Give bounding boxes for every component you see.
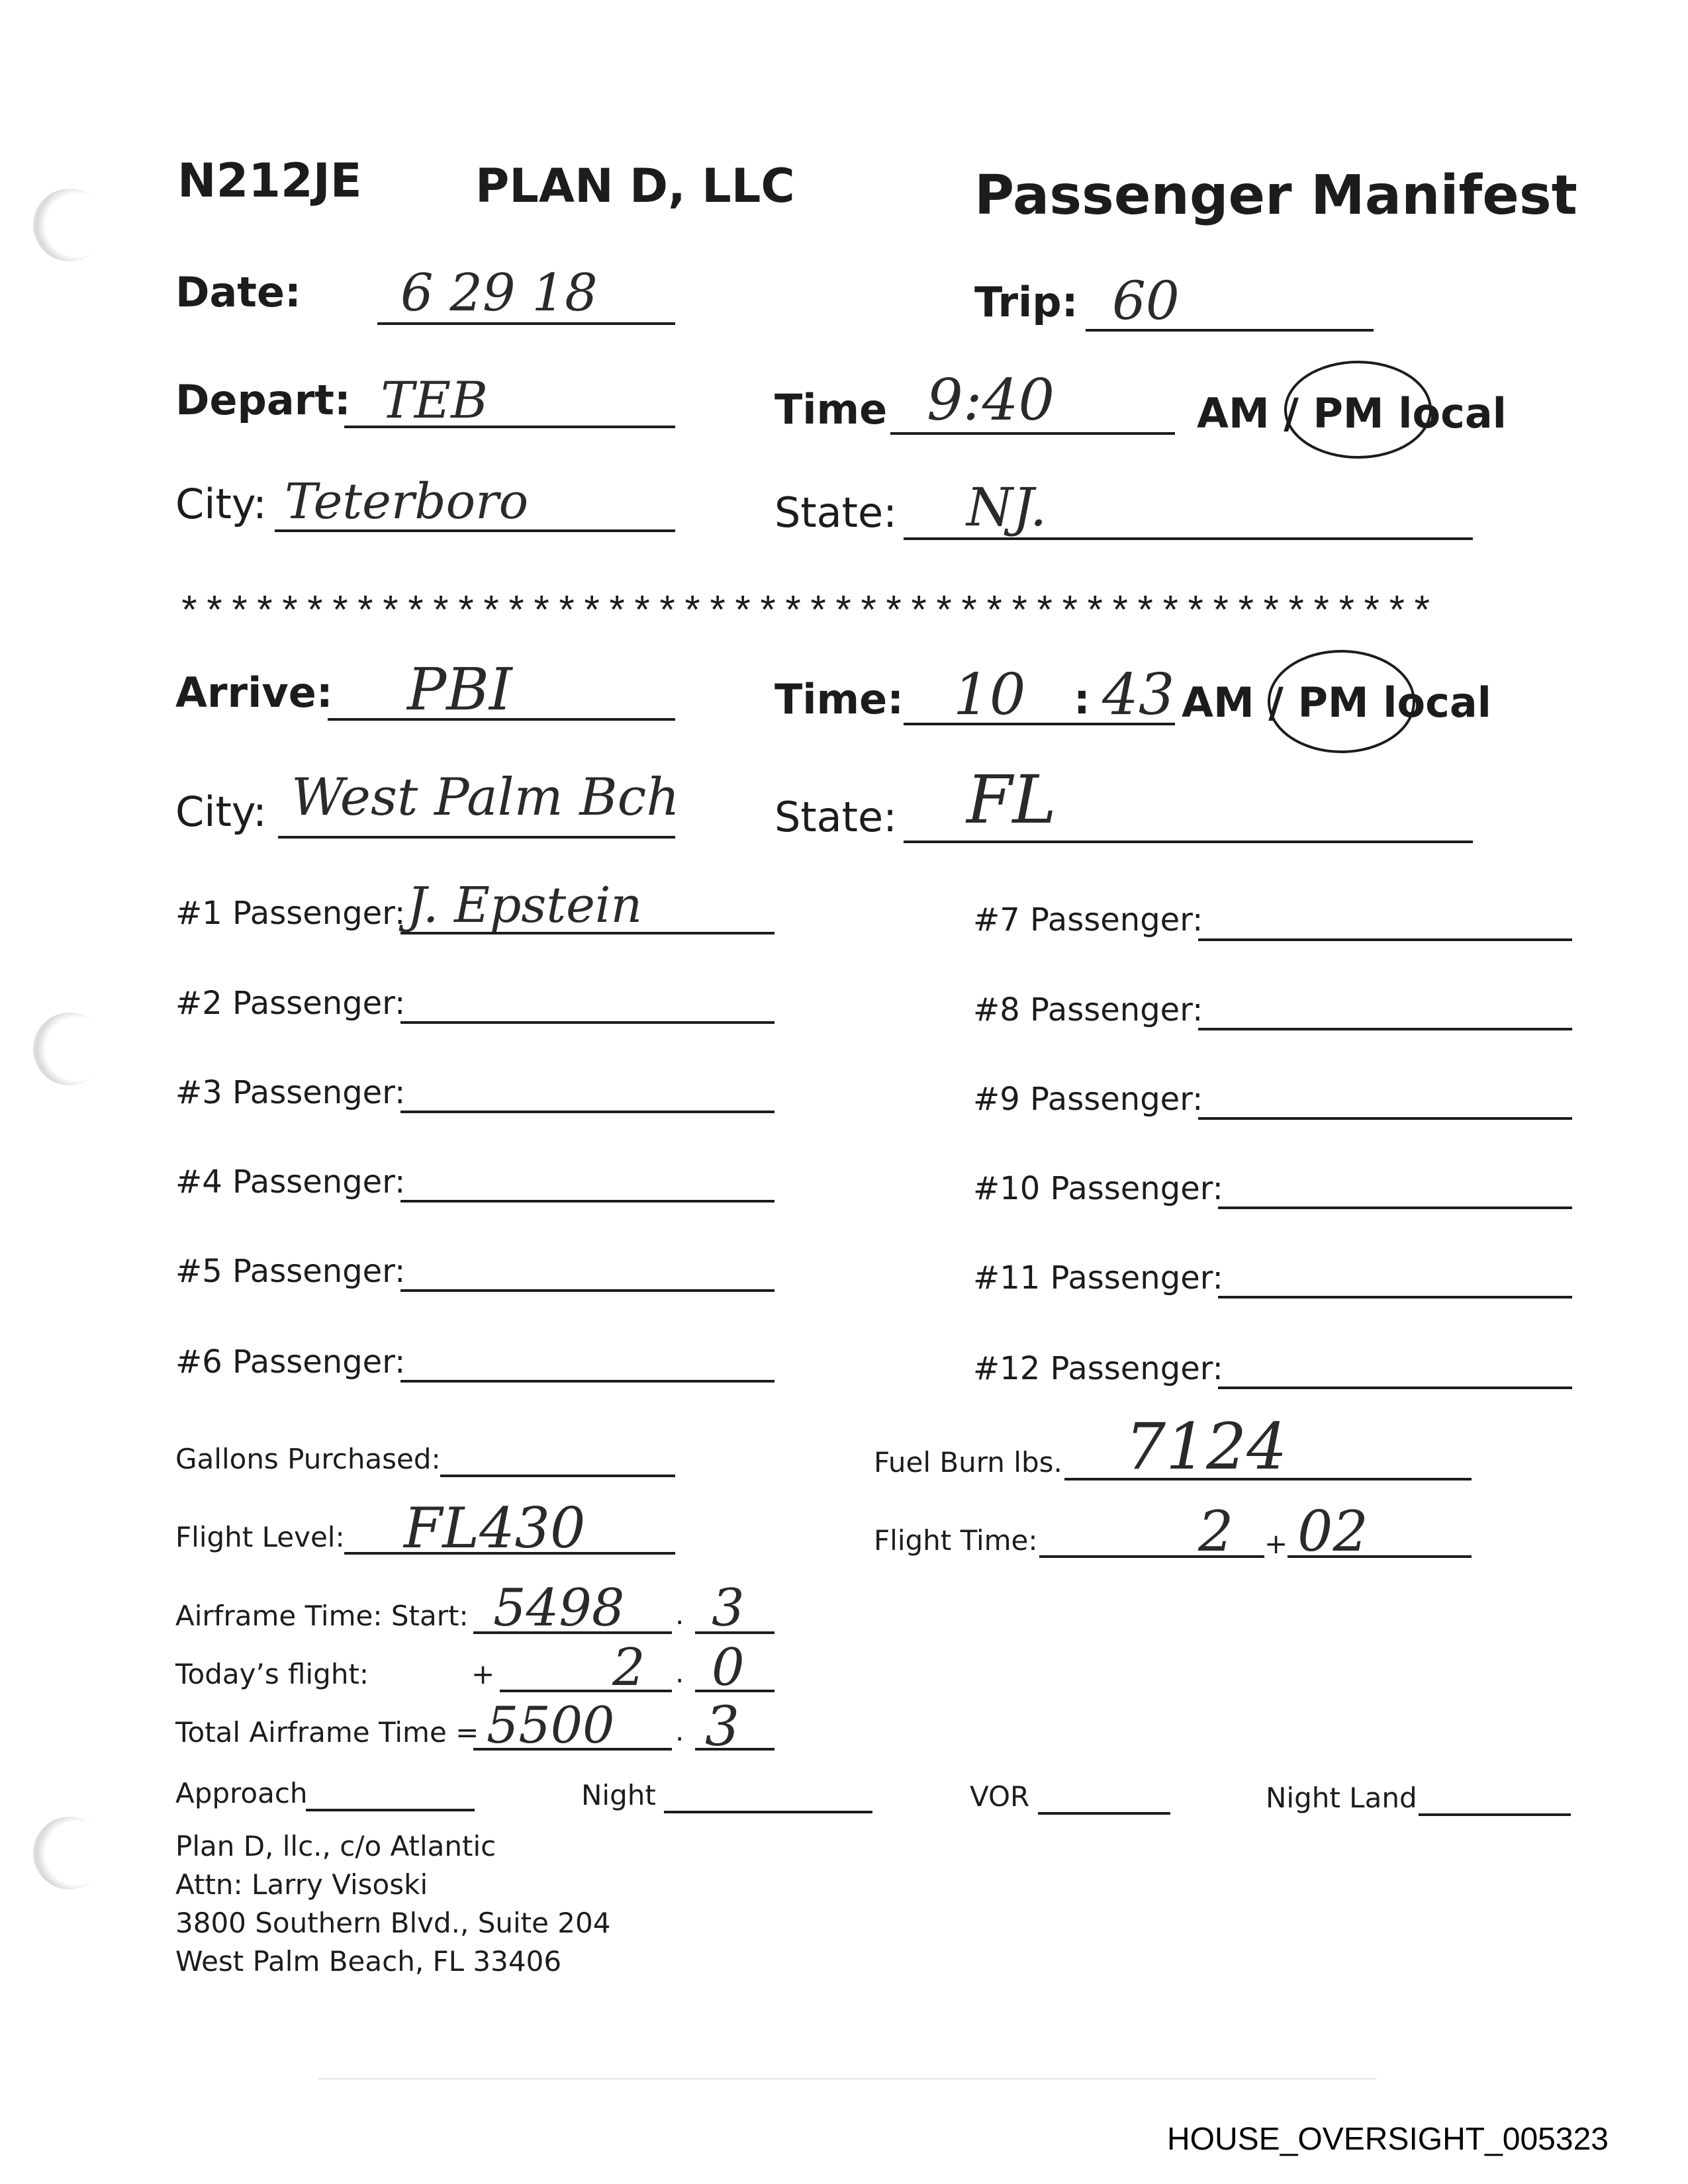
trip-value[interactable]: 60 — [1112, 270, 1180, 332]
arrive-city-label: City: — [175, 788, 267, 836]
passenger-11-line[interactable] — [1218, 1296, 1572, 1298]
passenger-11-label: #11 Passenger: — [973, 1259, 1223, 1297]
arrive-time-hours[interactable]: 10 — [953, 662, 1026, 728]
passenger-4-line[interactable] — [400, 1200, 774, 1203]
passenger-8-line[interactable] — [1198, 1028, 1572, 1030]
arrive-state-label: State: — [774, 793, 898, 841]
approach-label: Approach — [175, 1777, 308, 1809]
binder-hole-top — [33, 189, 106, 261]
passenger-5-line[interactable] — [400, 1289, 774, 1292]
vor-label: VOR — [970, 1780, 1030, 1813]
date-label: Date: — [175, 268, 301, 316]
arrive-value[interactable]: PBI — [407, 655, 512, 723]
airframe-start-tenth[interactable]: 3 — [712, 1578, 745, 1638]
approach-line[interactable] — [306, 1809, 475, 1811]
address-line-4: West Palm Beach, FL 33406 — [175, 1945, 562, 1978]
scan-artifact-line — [318, 2078, 1377, 2079]
passenger-2-label: #2 Passenger: — [175, 985, 406, 1022]
passenger-3-label: #3 Passenger: — [175, 1074, 406, 1111]
arrive-ampm-label: AM / PM local — [1182, 678, 1491, 727]
company-name: PLAN D, LLC — [475, 159, 795, 213]
passenger-2-line[interactable] — [400, 1021, 774, 1024]
arrive-label: Arrive: — [175, 668, 333, 717]
passenger-10-line[interactable] — [1218, 1206, 1572, 1209]
todays-flight-whole-line — [500, 1690, 672, 1692]
passenger-4-label: #4 Passenger: — [175, 1163, 406, 1201]
arrive-time-minutes[interactable]: 43 — [1102, 662, 1175, 728]
airframe-start-label: Airframe Time: Start: — [175, 1600, 469, 1632]
flight-time-plus: + — [1264, 1527, 1288, 1560]
address-line-2: Attn: Larry Visoski — [175, 1868, 428, 1901]
page-title: Passenger Manifest — [974, 164, 1577, 227]
depart-city-value[interactable]: Teterboro — [285, 473, 529, 530]
arrive-time-colon: : — [1074, 675, 1090, 723]
flight-level-value[interactable]: FL430 — [404, 1496, 586, 1561]
pm-circle-arrive — [1268, 650, 1415, 753]
todays-flight-plus: + — [471, 1658, 495, 1690]
passenger-7-line[interactable] — [1198, 938, 1572, 941]
passenger-3-line[interactable] — [400, 1111, 774, 1113]
passenger-6-label: #6 Passenger: — [175, 1343, 406, 1381]
address-line-3: 3800 Southern Blvd., Suite 204 — [175, 1907, 611, 1939]
flight-time-label: Flight Time: — [874, 1524, 1038, 1557]
arrive-city-line — [278, 836, 675, 839]
depart-state-value[interactable]: NJ. — [966, 477, 1047, 538]
total-airframe-dot: . — [675, 1715, 684, 1747]
night-line[interactable] — [664, 1811, 872, 1813]
todays-flight-dot: . — [675, 1657, 684, 1689]
night-label: Night — [581, 1779, 656, 1811]
arrive-state-line — [904, 841, 1473, 843]
date-value[interactable]: 6 29 18 — [400, 263, 598, 323]
depart-label: Depart: — [175, 376, 351, 424]
depart-time-label: Time — [774, 385, 888, 433]
pm-circle-depart — [1284, 361, 1432, 459]
passenger-12-line[interactable] — [1218, 1387, 1572, 1389]
passenger-9-line[interactable] — [1198, 1117, 1572, 1120]
total-airframe-label: Total Airframe Time = — [175, 1716, 479, 1749]
todays-flight-whole[interactable]: 2 — [612, 1638, 645, 1698]
passenger-7-label: #7 Passenger: — [973, 901, 1203, 938]
total-airframe-tenth[interactable]: 3 — [705, 1696, 740, 1758]
tail-number: N212JE — [177, 154, 362, 208]
vor-line[interactable] — [1038, 1812, 1170, 1815]
gallons-purchased-label: Gallons Purchased: — [175, 1443, 441, 1475]
fuel-burn-label: Fuel Burn lbs. — [874, 1446, 1062, 1479]
bates-number: HOUSE_OVERSIGHT_005323 — [1167, 2122, 1609, 2157]
gallons-purchased-line[interactable] — [440, 1475, 675, 1477]
passenger-8-label: #8 Passenger: — [973, 991, 1203, 1028]
night-land-label: Night Land — [1266, 1782, 1417, 1814]
depart-state-label: State: — [774, 488, 898, 537]
passenger-1-label: #1 Passenger: — [175, 895, 406, 932]
passenger-10-label: #10 Passenger: — [973, 1170, 1223, 1207]
depart-ampm-label: AM / PM local — [1197, 389, 1507, 437]
flight-time-hours[interactable]: 2 — [1198, 1499, 1234, 1564]
trip-label: Trip: — [974, 278, 1078, 326]
fuel-burn-value[interactable]: 7124 — [1125, 1410, 1288, 1484]
passenger-6-line[interactable] — [400, 1380, 774, 1383]
address-line-1: Plan D, llc., c/o Atlantic — [175, 1830, 496, 1862]
passenger-1-value[interactable]: J. Epstein — [407, 877, 643, 934]
binder-hole-bottom — [33, 1817, 106, 1889]
passenger-9-label: #9 Passenger: — [973, 1081, 1203, 1118]
todays-flight-label: Today’s flight: — [175, 1658, 369, 1690]
flight-level-label: Flight Level: — [175, 1521, 345, 1553]
depart-time-value[interactable]: 9:40 — [927, 367, 1055, 433]
depart-city-label: City: — [175, 480, 267, 528]
passenger-12-label: #12 Passenger: — [973, 1350, 1223, 1387]
night-land-line[interactable] — [1419, 1813, 1571, 1816]
total-airframe-whole[interactable]: 5500 — [487, 1696, 615, 1754]
separator-stars: ************************************************** — [177, 592, 1436, 637]
arrive-city-value[interactable]: West Palm Bch — [291, 768, 680, 827]
airframe-start-dot: . — [675, 1598, 684, 1631]
airframe-start-whole[interactable]: 5498 — [493, 1578, 625, 1638]
arrive-state-value[interactable]: FL — [966, 761, 1056, 839]
passenger-5-label: #5 Passenger: — [175, 1253, 406, 1290]
arrive-time-label: Time: — [774, 675, 904, 723]
todays-flight-tenth[interactable]: 0 — [712, 1638, 745, 1698]
flight-time-minutes[interactable]: 02 — [1297, 1499, 1368, 1564]
binder-hole-middle — [33, 1013, 106, 1085]
depart-value[interactable]: TEB — [381, 371, 489, 430]
